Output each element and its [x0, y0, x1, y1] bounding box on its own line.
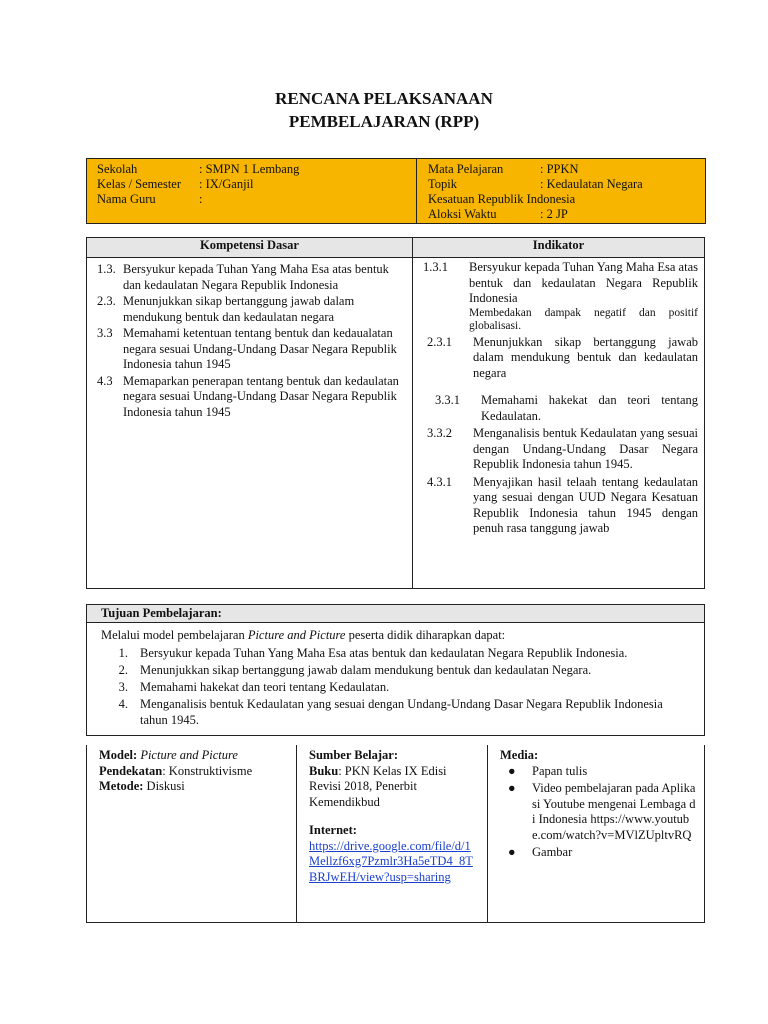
sumber-header: Sumber Belajar:: [309, 748, 398, 762]
kd-item: [97, 374, 406, 421]
indikator-item: [423, 260, 698, 333]
metode-row: [99, 779, 288, 795]
identity-row: [428, 162, 705, 177]
tujuan-item: [101, 696, 690, 728]
identity-key: Kelas / Semester: [97, 177, 182, 191]
kd-cell: [87, 258, 413, 589]
tujuan-number: 2.: [118, 663, 128, 677]
indikator-header: Indikator: [413, 238, 705, 258]
media-text: Papan tulis: [532, 763, 588, 778]
document-title-line-1: RENCANA PELAKSANAAN: [275, 89, 493, 108]
tujuan-text: Bersyukur kepada Tuhan Yang Maha Esa atas bentuk dan kedaulatan Negara Republik Indonesia.: [140, 646, 628, 660]
identity-key: Aloksi Waktu: [428, 207, 497, 221]
media-item: [500, 781, 696, 843]
tujuan-text: Menunjukkan sikap bertanggung jawab dalam mendukung bentuk dan kedaulatan Negara.: [140, 663, 592, 677]
bullet-icon: ●: [508, 845, 516, 859]
identity-key: Sekolah: [97, 162, 138, 176]
media-column: [488, 745, 704, 922]
media-list: [500, 764, 696, 861]
indikator-number: 3.3.2: [427, 426, 452, 440]
indikator-number: 4.3.1: [427, 474, 452, 489]
tujuan-body: [87, 623, 704, 735]
identity-value: : SMPN 1 Lembang: [199, 162, 300, 176]
indikator-number: 1.3.1: [423, 260, 448, 274]
tujuan-intro-pre: Melalui model pembelajaran: [101, 628, 248, 642]
pendekatan-row: [99, 764, 288, 780]
kd-item: [97, 326, 406, 373]
indikator-item: [423, 393, 698, 424]
tujuan-text: Memahami hakekat dan teori tentang Kedaulatan.: [140, 680, 390, 694]
tujuan-number: 1.: [118, 646, 128, 660]
identity-value: :: [199, 192, 203, 206]
buku-row: [309, 764, 479, 811]
indikator-cell: [413, 258, 705, 589]
kd-number: 4.3: [97, 373, 113, 388]
indikator-text-block: [469, 260, 698, 333]
identity-row: [428, 192, 705, 207]
identity-value: : PPKN: [540, 162, 579, 176]
kd-text: Bersyukur kepada Tuhan Yang Maha Esa atas bentuk dan kedaulatan Negara Republik Indonesia: [123, 262, 389, 292]
indikator-text: Bersyukur kepada Tuhan Yang Maha Esa atas bentuk dan kedaulatan Negara Republik Indonesia: [469, 260, 698, 305]
kd-text: Memahami ketentuan tentang bentuk dan kedaualatan negara sesuai Undang-Undang Dasar Negara Republik Indonesia tahun 1945: [123, 326, 397, 371]
tujuan-intro-model: Picture and Picture: [247, 628, 346, 642]
indikator-text: Menganalisis bentuk Kedaulatan yang sesuai dengan Undang-Undang Dasar Negara Republik Indonesia tahun 1945.: [473, 426, 698, 471]
tujuan-item: [101, 645, 690, 661]
identity-key: Kesatuan Republik Indonesia: [428, 192, 576, 206]
model-row: [99, 748, 288, 764]
tujuan-item: [101, 679, 690, 695]
identity-key: Topik: [428, 177, 457, 191]
metode-value: Diskusi: [146, 779, 185, 793]
indikator-item: [423, 475, 698, 537]
identity-value: : 2 JP: [540, 207, 568, 221]
indikator-item: [423, 335, 698, 382]
identity-left: [87, 159, 417, 223]
identity-box: [86, 158, 706, 224]
bullet-icon: ●: [508, 763, 516, 778]
competency-table: [86, 237, 705, 589]
identity-key: Mata Pelajaran: [428, 162, 504, 176]
media-text: Gambar: [532, 845, 573, 859]
kd-item: [97, 262, 406, 293]
media-header: Media:: [500, 748, 539, 762]
tujuan-number: 3.: [118, 680, 128, 694]
model-column: [87, 745, 297, 922]
identity-row: [97, 177, 416, 192]
internet-label: Internet:: [309, 823, 357, 837]
tujuan-item: [101, 662, 690, 678]
kd-header: Kompetensi Dasar: [87, 238, 413, 258]
indikator-number: 3.3.1: [435, 393, 460, 407]
kd-text: Memaparkan penerapan tentang bentuk dan kedaulatan negara sesuai Undang-Undang Dasar Negara Republik Indonesia tahun 1945: [123, 373, 399, 419]
identity-row: [97, 192, 416, 207]
tujuan-text: Menganalisis bentuk Kedaulatan yang sesuai dengan Undang-Undang Dasar Negara Republik Indonesia tahun 1945.: [140, 697, 663, 727]
kd-number: 1.3.: [97, 262, 116, 276]
internet-link[interactable]: https://drive.google.com/file/d/1Mellzf6xg7Pzmlr3Ha5eTD4_8TBRJwEH/view?usp=sharing: [309, 838, 473, 884]
document-title-line-2: PEMBELAJARAN (RPP): [288, 112, 480, 131]
identity-row: [428, 177, 705, 192]
media-text: Video pembelajaran pada Aplikasi Youtube mengenai Lembaga di Indonesia https://www.youtube.com/watch?v=MVlZUpltvRQ: [532, 781, 696, 842]
identity-key: Nama Guru: [97, 192, 156, 206]
metode-label: Metode:: [99, 779, 144, 793]
kd-item: [97, 294, 406, 325]
indikator-text: Menyajikan hasil telaah tentang kedaulatan yang sesuai dengan UUD Negara Kesatuan Republik Indonesia tahun 1945 dengan penuh rasa tanggung jawab: [473, 474, 698, 535]
identity-row: [428, 207, 705, 222]
identity-value: : IX/Ganjil: [199, 177, 254, 191]
buku-label: Buku: [309, 763, 339, 778]
kd-number: 2.3.: [97, 294, 116, 308]
indikator-number: 2.3.1: [427, 334, 452, 349]
model-label: Model:: [99, 748, 138, 762]
identity-right: [417, 159, 705, 223]
tujuan-list: [101, 645, 690, 728]
tujuan-section: [86, 604, 705, 736]
sumber-column: [297, 745, 488, 922]
identity-value: : Kedaulatan Negara: [540, 177, 643, 191]
tujuan-number: 4.: [118, 697, 128, 711]
media-item: [500, 845, 696, 861]
tujuan-intro: [101, 627, 690, 643]
identity-row: [97, 162, 416, 177]
kd-text: Menunjukkan sikap bertanggung jawab dalam mendukung bentuk dan kedaulatan negara: [123, 294, 355, 324]
indikator-text: Menunjukkan sikap bertanggung jawab dalam mendukung bentuk dan kedaulatan negara: [473, 334, 698, 380]
indikator-subtext: Membedakan dampak negatif dan positif globalisasi.: [469, 306, 698, 332]
tujuan-header: Tujuan Pembelajaran:: [87, 605, 704, 623]
indikator-text: Memahami hakekat dan teori tentang Kedaulatan.: [481, 393, 698, 423]
indikator-item: [423, 426, 698, 473]
pendekatan-value: : Konstruktivisme: [162, 763, 253, 778]
resources-section: [86, 745, 705, 923]
model-value: Picture and Picture: [140, 748, 238, 762]
media-item: [500, 764, 696, 780]
pendekatan-label: Pendekatan: [99, 763, 163, 778]
bullet-icon: ●: [508, 781, 516, 795]
buku-value: : PKN Kelas IX Edisi Revisi 2018, Penerbit Kemendikbud: [309, 763, 447, 809]
kd-number: 3.3: [97, 326, 113, 340]
tujuan-intro-post: peserta didik diharapkan dapat:: [345, 628, 506, 642]
